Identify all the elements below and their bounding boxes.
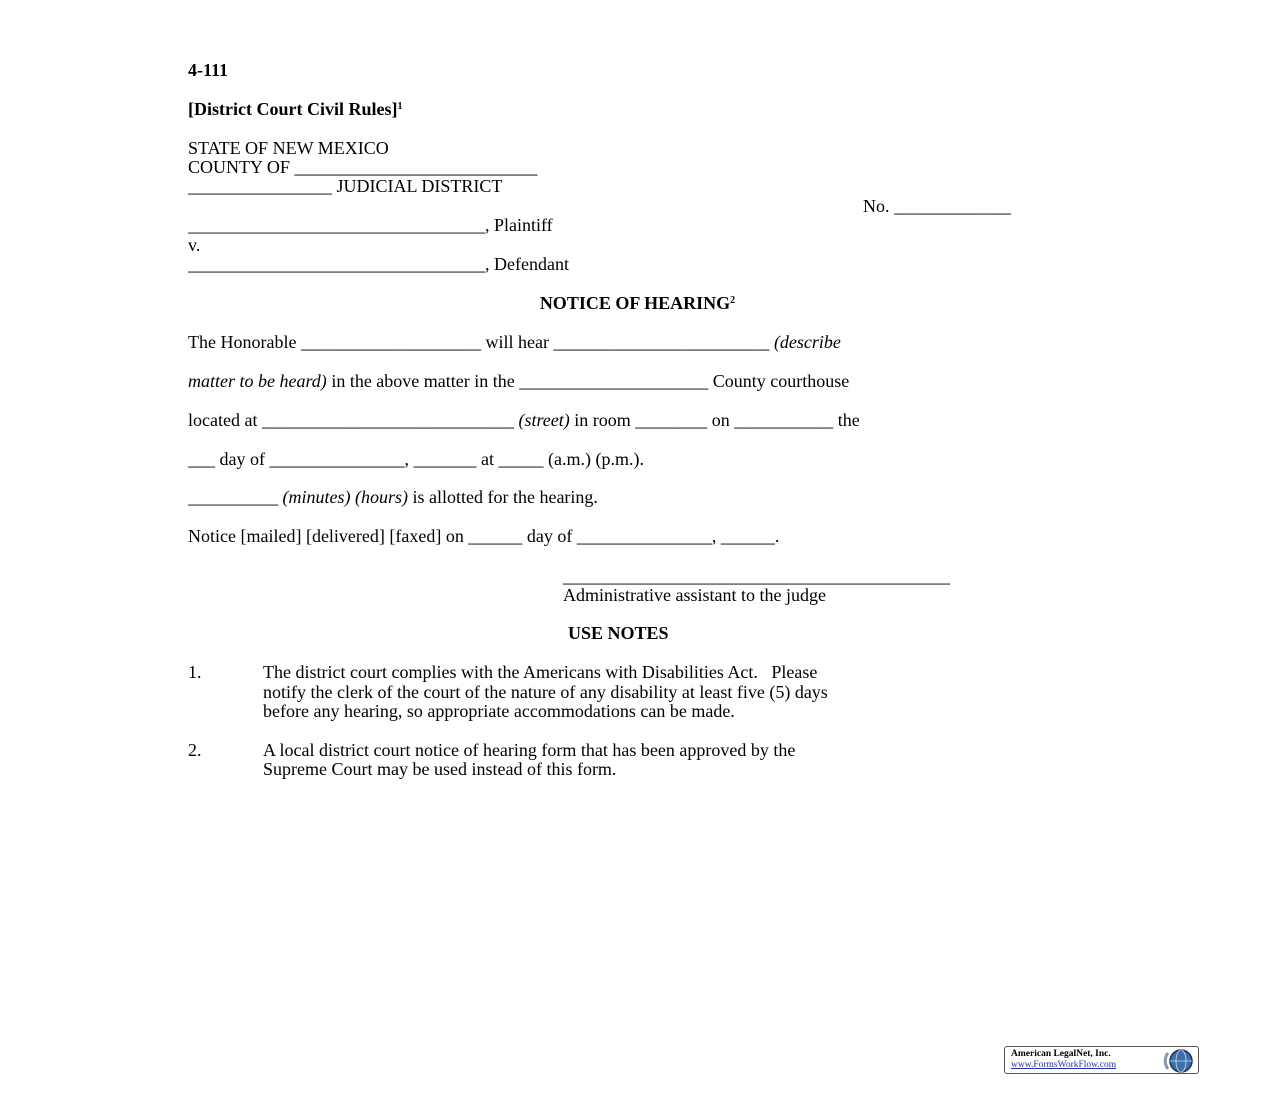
logo-company-name: American LegalNet, Inc.	[1011, 1049, 1111, 1059]
american-legalnet-logo[interactable]	[1004, 1046, 1199, 1074]
use-note-1-line-3: before any hearing, so appropriate accommodations can be made.	[263, 701, 735, 721]
logo-url-link[interactable]: www.FormsWorkFlow.com	[1011, 1060, 1117, 1070]
body-line-3-text-c: in room ________ on ___________ the	[569, 410, 860, 430]
globe-icon	[1162, 1048, 1196, 1074]
body-line-6: Notice [mailed] [delivered] [faxed] on ______ day of _______________, ______.	[188, 526, 780, 546]
body-line-2-italic: matter to be heard)	[188, 371, 327, 391]
footnote-1-marker: 1	[397, 101, 403, 112]
use-note-1-number: 1.	[188, 662, 202, 682]
form-number: 4-111	[188, 60, 229, 80]
use-note-2-line-2: Supreme Court may be used instead of this form.	[263, 759, 617, 779]
use-note-2-number: 2.	[188, 740, 202, 760]
versus-label: v.	[188, 235, 201, 255]
body-line-5	[188, 487, 598, 507]
signature-line: ___________________________________________	[563, 566, 950, 586]
body-line-3	[188, 410, 860, 430]
body-line-5-text-a: __________	[188, 487, 283, 507]
body-line-3-text-a: located at ____________________________	[188, 410, 519, 430]
use-note-2-line-1: A local district court notice of hearing form that has been approved by the	[263, 740, 796, 760]
rules-heading-text: [District Court Civil Rules]	[188, 99, 398, 119]
body-line-3-italic: (street)	[518, 410, 570, 430]
body-line-1-italic: (describe	[773, 332, 841, 352]
use-notes-heading: USE NOTES	[568, 623, 669, 643]
body-line-5-text-c: is allotted for the hearing.	[407, 487, 598, 507]
body-line-5-italic: (minutes) (hours)	[282, 487, 408, 507]
body-line-1	[188, 332, 841, 352]
body-line-4: ___ day of _______________, _______ at _____ (a.m.) (p.m.).	[188, 449, 644, 469]
county-line: COUNTY OF ___________________________	[188, 157, 538, 177]
body-line-1-text: The Honorable ____________________ will hear ________________________	[188, 332, 774, 352]
case-number: No. _____________	[863, 196, 1011, 216]
state-line: STATE OF NEW MEXICO	[188, 138, 389, 158]
footnote-2-marker: 2	[730, 295, 736, 306]
signature-label: Administrative assistant to the judge	[563, 585, 826, 605]
use-note-1-line-1: The district court complies with the Americans with Disabilities Act. Please	[263, 662, 818, 682]
title-text: NOTICE OF HEARING	[539, 293, 731, 313]
plaintiff-line: _________________________________, Plaintiff	[188, 215, 553, 235]
defendant-line: _________________________________, Defendant	[188, 254, 569, 274]
rules-heading	[188, 99, 402, 119]
district-line: ________________ JUDICIAL DISTRICT	[188, 176, 503, 196]
body-line-2-text: in the above matter in the _____________________ County courthouse	[326, 371, 850, 391]
document-title	[0, 293, 1275, 313]
body-line-2	[188, 371, 849, 391]
use-note-1-line-2: notify the clerk of the court of the nature of any disability at least five (5) days	[263, 682, 828, 702]
